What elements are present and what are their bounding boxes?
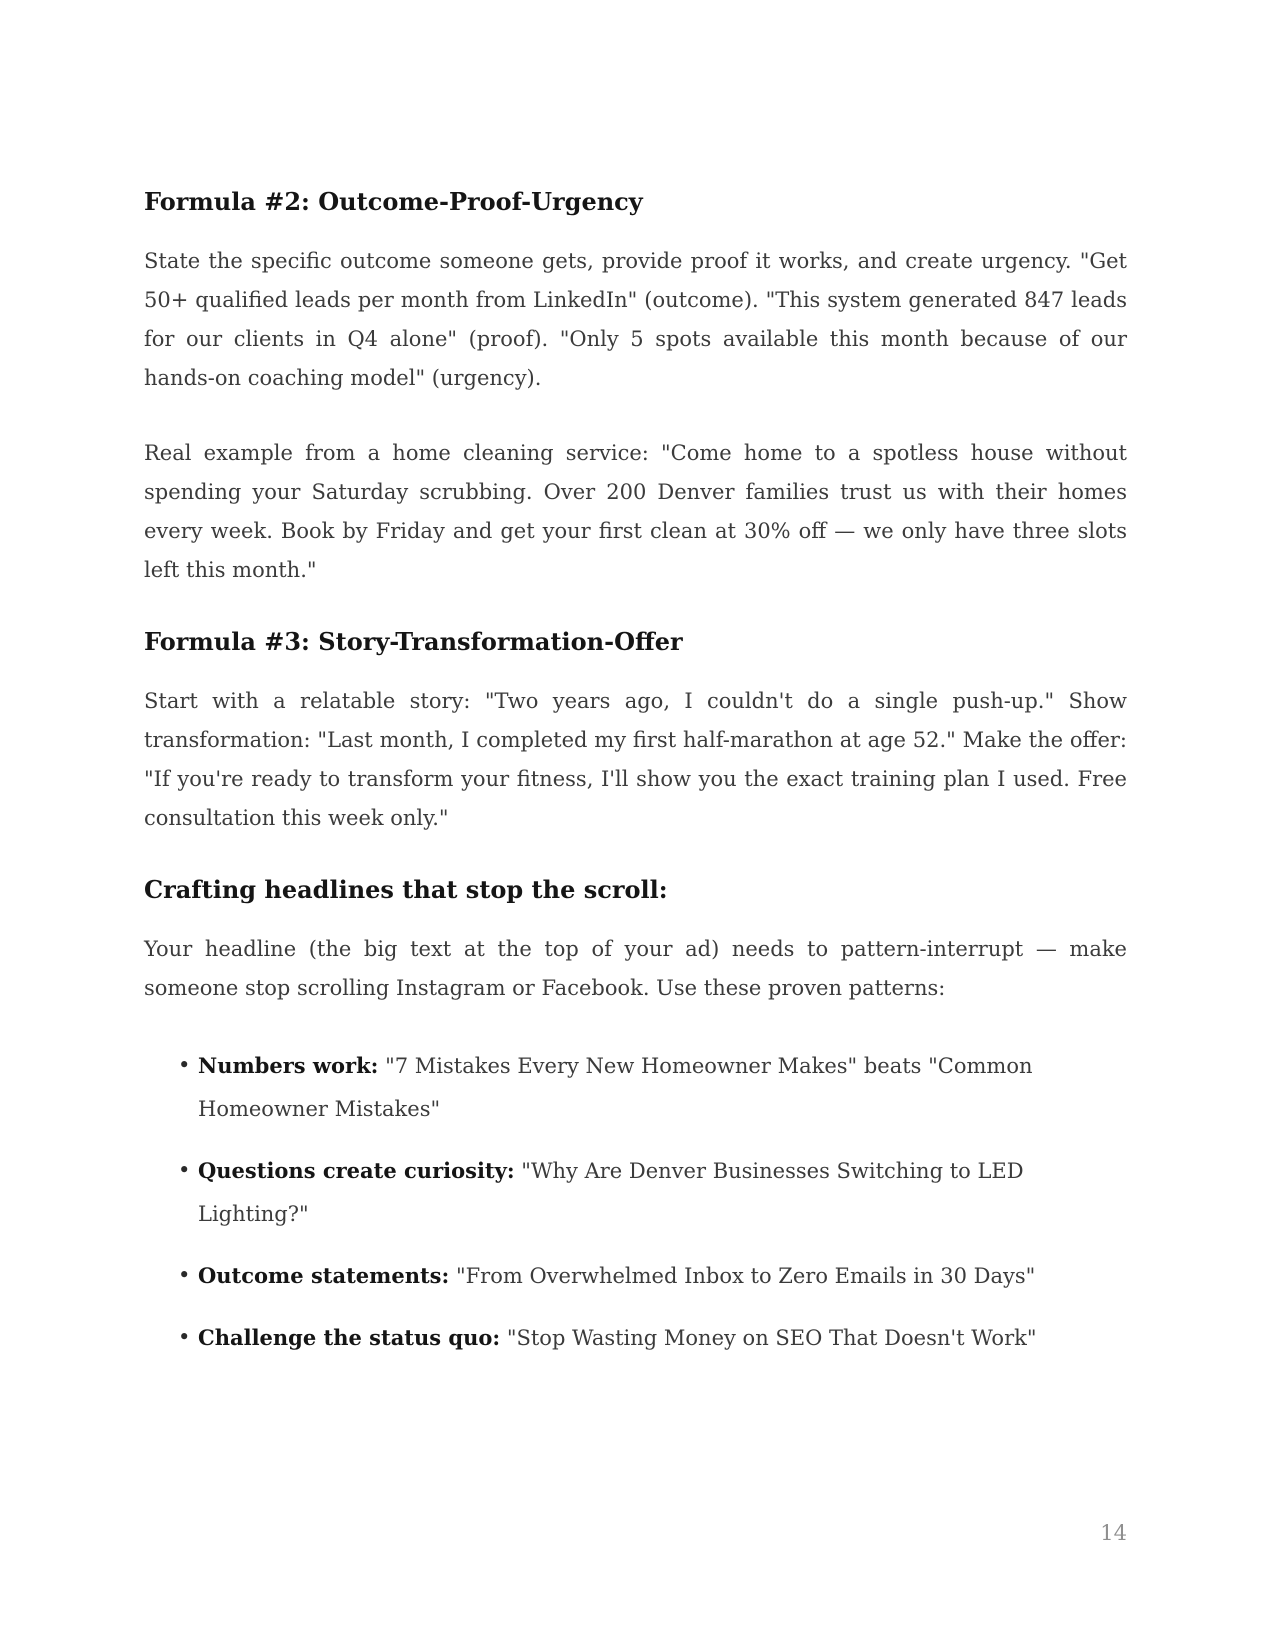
bullet-text: "Stop Wasting Money on SEO That Doesn't Work": [506, 1326, 1037, 1350]
heading-formula-2: Formula #2: Outcome-Proof-Urgency: [144, 187, 643, 216]
list-item-challenge-status-quo: [178, 1316, 1127, 1360]
bullet-label: Questions create curiosity:: [198, 1158, 515, 1183]
paragraph-cleaning-example: Real example from a home cleaning service: "Come home to a spotless house without spending your Saturday scrubbing. Over 200 Denver families trust us with their homes every week. Book by Friday and get your first clean at 30% off — we only have three slots left this month.": [144, 441, 1127, 582]
list-item-numbers-work: [178, 1044, 1127, 1131]
list-item-questions-curiosity: [178, 1149, 1127, 1236]
bullet-label: Challenge the status quo:: [198, 1325, 501, 1350]
bullet-icon: •: [178, 1263, 191, 1287]
paragraph-formula-2-body: State the specific outcome someone gets, provide proof it works, and create urgency. "Get 50+ qualified leads per month from LinkedIn" (outcome). "This system generated 847 leads for our clients in Q4 alone" (proof). "Only 5 spots available this month because of our hands-on coaching model" (urgency).: [144, 249, 1127, 390]
bullet-icon: •: [178, 1325, 191, 1349]
list-item-outcome-statements: [178, 1254, 1127, 1298]
bullet-icon: •: [178, 1053, 191, 1077]
heading-formula-3: Formula #3: Story-Transformation-Offer: [144, 627, 683, 656]
bullet-text: "7 Mistakes Every New Homeowner Makes" beats "Common Homeowner Mistakes": [198, 1054, 1033, 1121]
page-number: 14: [1100, 1521, 1127, 1545]
heading-crafting-headlines: Crafting headlines that stop the scroll:: [144, 875, 668, 904]
paragraph-headlines-intro: Your headline (the big text at the top of your ad) needs to pattern-interrupt — make someone stop scrolling Instagram or Facebook. Use these proven patterns:: [144, 937, 1127, 1000]
bullet-text: "From Overwhelmed Inbox to Zero Emails in 30 Days": [455, 1264, 1036, 1288]
bullet-label: Outcome statements:: [198, 1263, 450, 1288]
paragraph-formula-3-body: Start with a relatable story: "Two years ago, I couldn't do a single push-up." Show transformation: "Last month, I completed my first half-marathon at age 52." Make the offer: "If you're ready to transform your fitness, I'll show you the exact training plan I used. Free consultation this week only.": [144, 689, 1127, 830]
headline-patterns-list: [144, 1044, 1127, 1360]
bullet-label: Numbers work:: [198, 1053, 379, 1078]
bullet-icon: •: [178, 1158, 191, 1182]
bullet-text: "Why Are Denver Businesses Switching to LED Lighting?": [198, 1159, 1024, 1226]
